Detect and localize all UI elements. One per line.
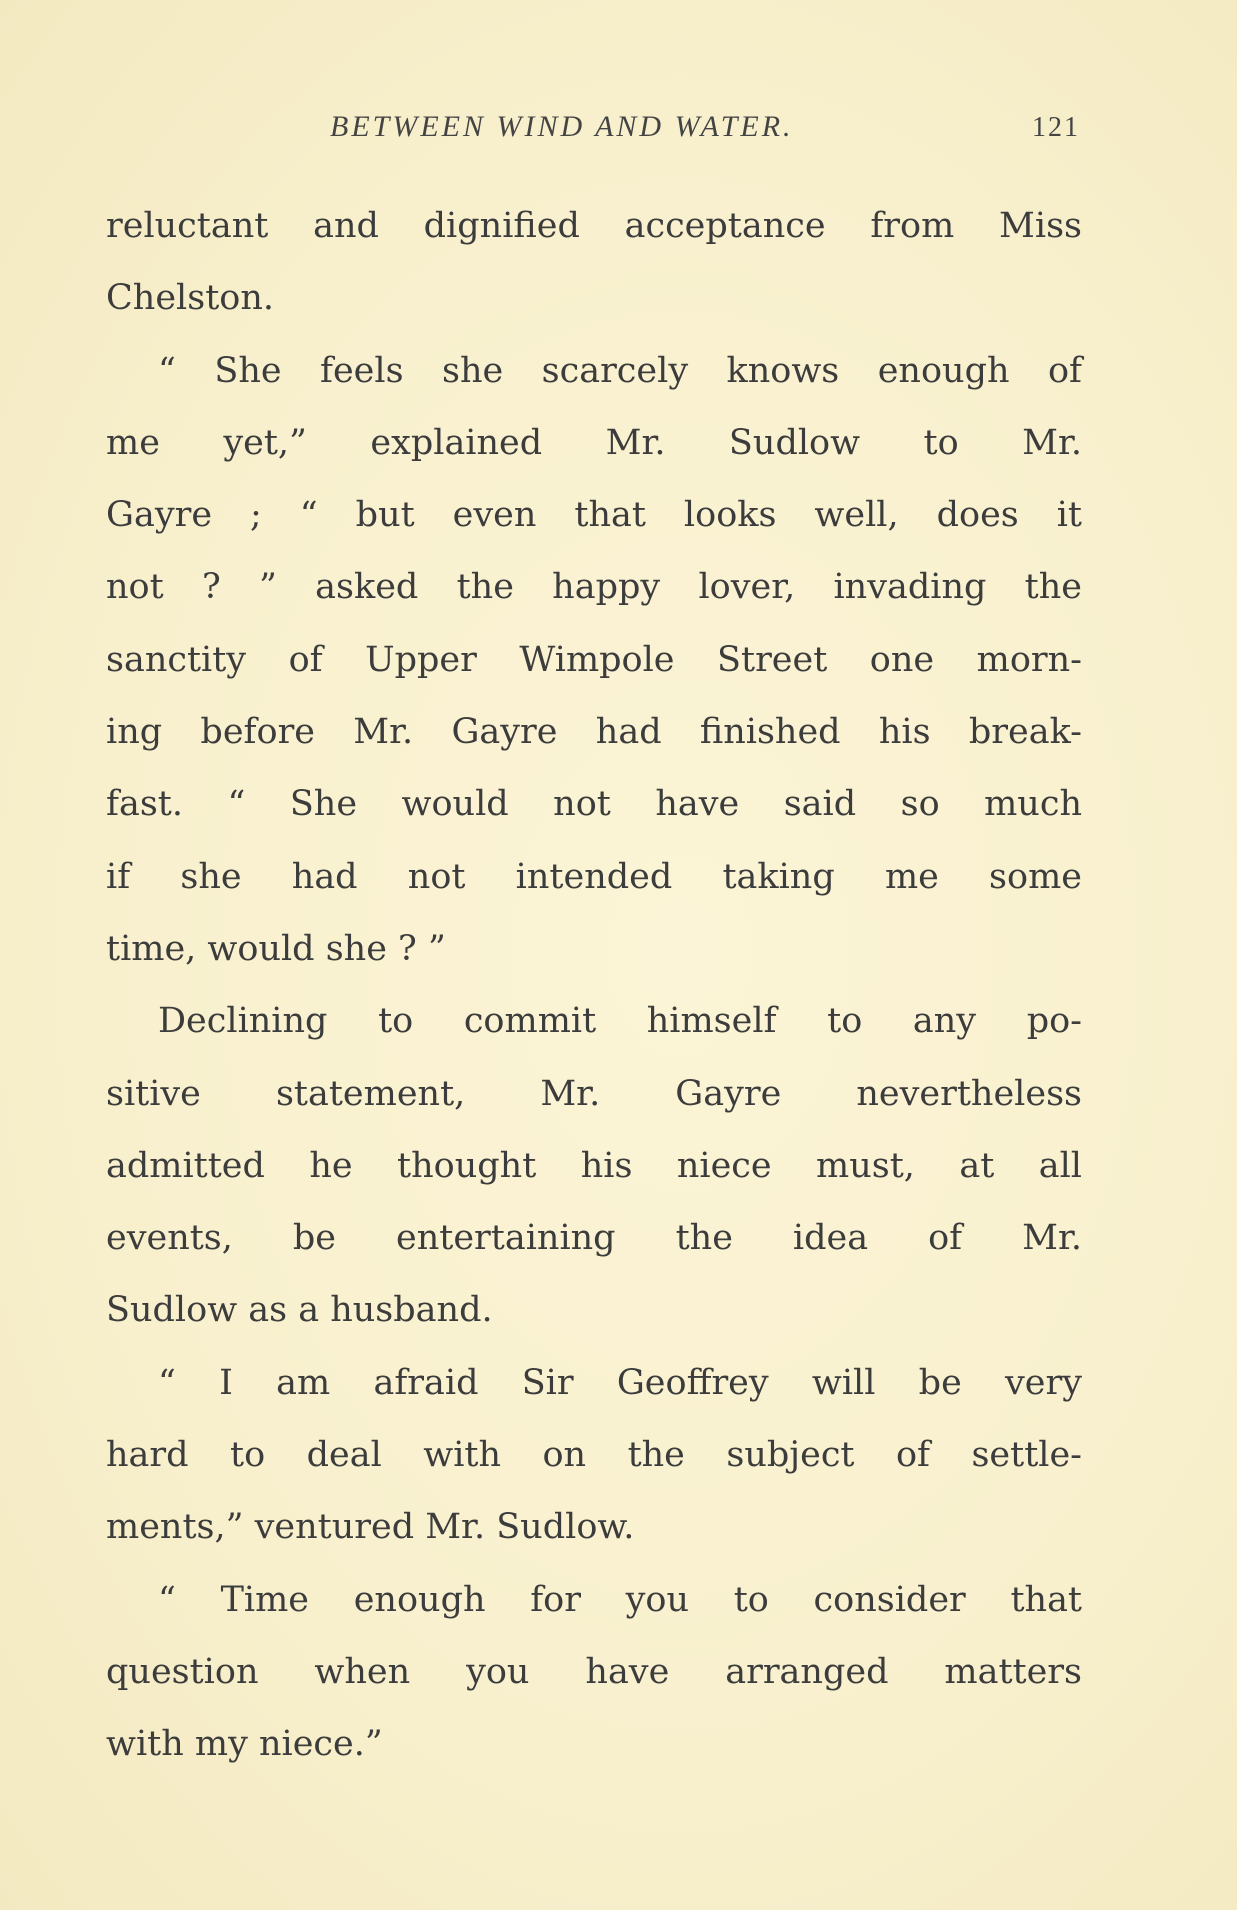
text-line: hard to deal with on the subject of settle- bbox=[106, 1435, 1082, 1476]
text-line: Declining to commit himself to any po- bbox=[158, 1001, 1082, 1042]
text-line: ments,” ventured Mr. Sudlow. bbox=[106, 1507, 635, 1548]
text-line: Gayre ; “ but even that looks well, does it bbox=[106, 495, 1082, 536]
text-line: events, be entertaining the idea of Mr. bbox=[106, 1218, 1082, 1259]
text-line: “ She feels she scarcely knows enough of bbox=[158, 350, 1082, 391]
body-text bbox=[106, 190, 1082, 1781]
text-line: “ Time enough for you to consider that bbox=[158, 1579, 1082, 1620]
text-line: sitive statement, Mr. Gayre nevertheless bbox=[106, 1073, 1082, 1114]
text-line: admitted he thought his niece must, at all bbox=[106, 1145, 1082, 1186]
text-line: reluctant and dignified acceptance from Miss bbox=[106, 206, 1082, 246]
text-line: if she had not intended taking me some bbox=[106, 856, 1082, 897]
text-line: with my niece.” bbox=[106, 1724, 383, 1765]
page-header bbox=[0, 110, 1237, 150]
text-line: Chelston. bbox=[106, 278, 274, 319]
text-line: “ I am afraid Sir Geoffrey will be very bbox=[158, 1362, 1082, 1403]
page-number: 121 bbox=[1032, 112, 1080, 143]
text-line: time, would she ? ” bbox=[106, 928, 446, 969]
text-line: not ? ” asked the happy lover, invading the bbox=[106, 567, 1082, 608]
text-line: question when you have arranged matters bbox=[106, 1651, 1082, 1692]
running-title: BETWEEN WIND AND WATER. bbox=[330, 110, 794, 143]
text-line: fast. “ She would not have said so much bbox=[106, 784, 1082, 825]
text-line: sanctity of Upper Wimpole Street one morn- bbox=[106, 639, 1082, 680]
text-line: Sudlow as a husband. bbox=[106, 1290, 493, 1331]
text-line: ing before Mr. Gayre had finished his break- bbox=[106, 712, 1082, 753]
text-line: me yet,” explained Mr. Sudlow to Mr. bbox=[106, 422, 1082, 463]
